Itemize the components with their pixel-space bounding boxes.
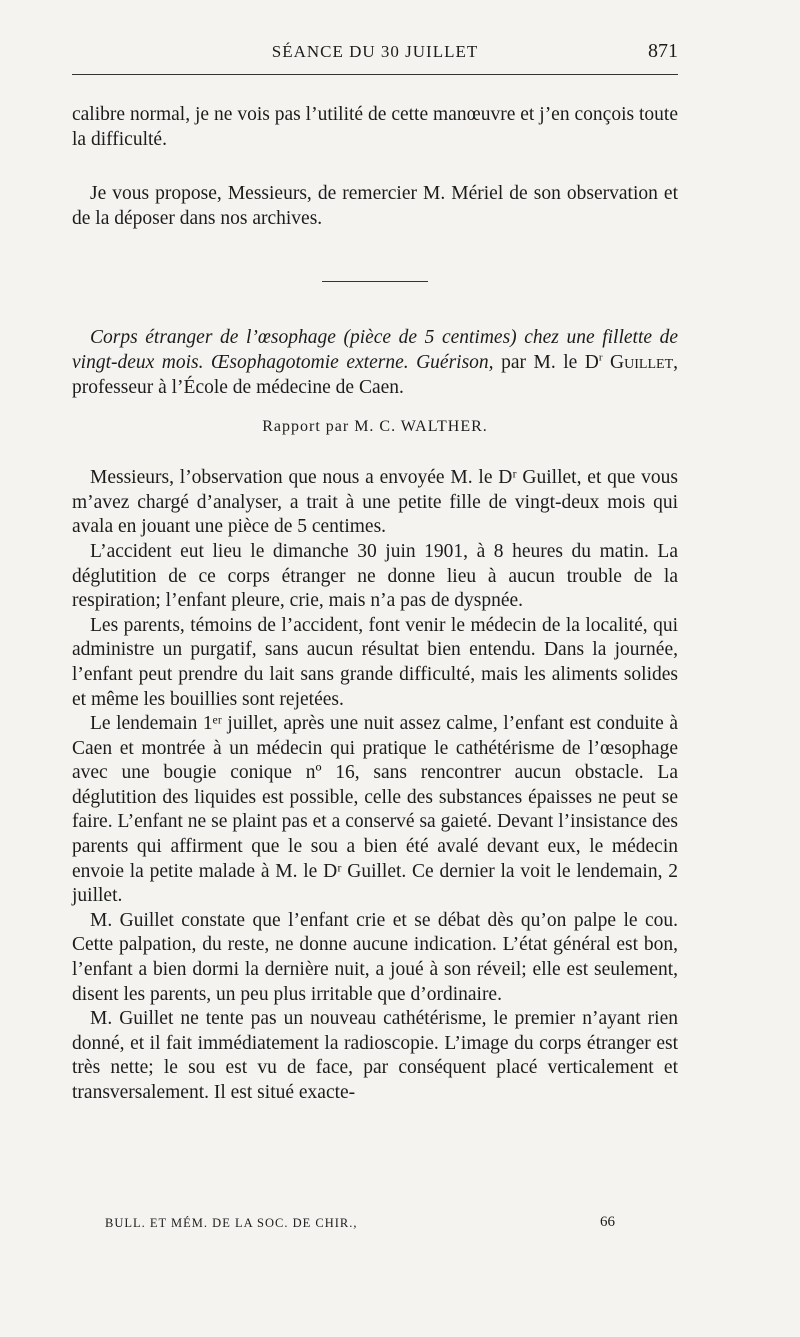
body-paragraph: Le lendemain 1ᵉʳ juillet, après une nuit assez calme, l’enfant est conduite à Caen et montrée à un médecin qui pratique le cathétérisme de l’œsophage avec une bougie conique nº 16, sans rencontrer aucun obstacle. La déglutition des liquides est possible, celle des substances épaisses ne peut se faire. L’enfant ne se plaint pas et a conservé sa gaieté. Devant l’insistance des parents qui affirment que le sou a bien été avalé devant eux, le médecin envoie la petite malade à M. le Dʳ Guillet. Ce dernier la voit le lendemain, 2 juillet. [72, 713, 678, 907]
body-paragraph: M. Guillet constate que l’enfant crie et se débat dès qu’on palpe le cou. Cette palpation, du reste, ne donne aucune indication. L’état général est bon, l’enfant a bien dormi la dernière nuit, a joué à son réveil; elle est seulement, disent les parents, un peu plus irritable que d’ordinaire. [72, 909, 678, 1005]
body-paragraph: L’accident eut lieu le dimanche 30 juin 1901, à 8 heures du matin. La déglutition de ce corps étranger ne donne lieu à aucun trouble de la respiration; l’enfant pleure, crie, mais n’a pas de dyspnée. [72, 540, 678, 612]
rapport-line: Rapport par M. C. WALTHER. [262, 418, 488, 436]
body-paragraph: Les parents, témoins de l’accident, font venir le médecin de la localité, qui administre un purgatif, sans aucun résultat bien entendu. Dans la journée, l’enfant peut prendre du lait sans grande difficulté, mais les aliments solides et même les bouillies sont rejetées. [72, 614, 678, 710]
article-title-dr-sup: r [598, 351, 603, 364]
page-footer [105, 1216, 615, 1231]
running-title: SÉANCE DU 30 JUILLET [271, 42, 479, 61]
article-title-italic: Corps étranger de l’œsophage (pièce de 5 centimes) chez une fillette de vingt-deux mois. Œsophagotomie externe. Guérison, [72, 327, 678, 373]
body-paragraph: Messieurs, l’observation que nous a envoyée M. le Dʳ Guillet, et que vous m’avez chargé d’analyser, a trait à une petite fille de vingt-deux mois qui avala en jouant une pièce de 5 centimes. [72, 467, 678, 538]
page [72, 38, 678, 1106]
footer-signature: 66 [600, 1214, 615, 1230]
paragraph-continuation: calibre normal, je ne vois pas l’utilité de cette manœuvre et j’en conçois toute la difficulté. [72, 104, 678, 150]
article-title-by: par M. le [493, 351, 585, 373]
body-paragraph: M. Guillet ne tente pas un nouveau cathétérisme, le premier n’ayant rien donné, et il fait immédiatement la radioscopie. L’image du corps étranger est très nette; le sou est vu de face, par conséquent placé verticalement et transversalement. Il est situé exacte- [72, 1008, 678, 1103]
page-header [72, 38, 678, 68]
paragraph-proposal: Je vous propose, Messieurs, de remercier M. Mériel de son observation et de la déposer dans nos archives. [72, 183, 678, 229]
article-title-affiliation: professeur à l’École de médecine de Caen. [72, 376, 404, 398]
footer-publication: BULL. ET MÉM. DE LA SOC. DE CHIR., [105, 1216, 358, 1230]
article-author: Guillet, [602, 351, 678, 373]
section-separator [322, 281, 428, 282]
page-number: 871 [648, 40, 678, 62]
article-title [72, 326, 678, 400]
header-rule [72, 74, 678, 75]
article-title-dr: D [584, 351, 599, 373]
